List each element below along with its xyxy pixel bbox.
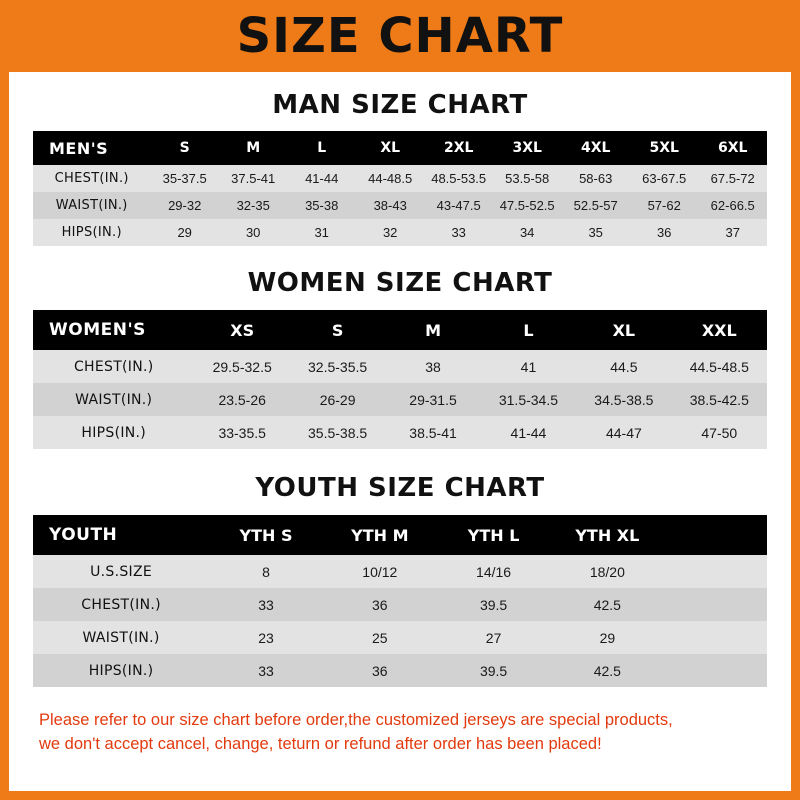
youth-row-label: U.S.SIZE [90,563,153,580]
content-area [9,90,791,757]
women-header-cell: M [425,320,441,340]
women-cell: 23.5-26 [218,391,266,408]
women-cell: 41-44 [510,424,547,441]
men-header-cell: 2XL [443,140,474,156]
women-cell: 38.5-41 [409,424,457,441]
men-cell: 35-37.5 [162,171,207,186]
men-table-body [33,165,767,246]
men-cell: 32 [382,225,398,240]
youth-header-cell: YTH XL [575,525,640,545]
table-row [33,165,767,192]
men-section-title: MAN SIZE CHART [272,90,528,120]
men-cell: 33 [451,225,466,240]
footer-note-line-1: Please refer to our size chart before order,the customized jerseys are special products, [39,711,673,729]
men-section [33,90,767,246]
page-title: SIZE CHART [236,8,564,64]
men-header-cell: M [246,140,261,156]
women-cell: 41 [520,358,537,375]
men-cell: 48.5-53.5 [431,171,487,186]
women-header-cell: L [523,320,534,340]
women-cell: 29.5-32.5 [212,358,272,375]
women-section-title: WOMEN SIZE CHART [247,268,553,298]
women-row-label: CHEST(IN.) [73,358,154,375]
youth-cell: 29 [599,629,616,646]
youth-cell: 14/16 [476,563,512,580]
men-cell: 34 [519,225,535,240]
youth-row-label: CHEST(IN.) [81,596,161,613]
youth-cell: 39.5 [479,662,508,679]
header-band [9,0,791,72]
women-header-cell: XXL [701,320,737,340]
women-cell: 47-50 [701,424,738,441]
youth-cell: 33 [258,662,274,679]
women-cell: 44.5-48.5 [689,358,749,375]
youth-size-table [33,515,767,687]
youth-header-spacer [664,515,767,555]
men-size-table [33,131,767,246]
men-header-cell: XL [380,140,401,156]
men-row-label: WAIST(IN.) [55,198,128,213]
youth-cell: 36 [372,662,388,679]
women-row-label: WAIST(IN.) [75,391,153,408]
women-cell: 33-35.5 [218,424,266,441]
men-cell: 35-38 [305,198,339,213]
youth-cell: 39.5 [479,596,508,613]
table-row [33,192,767,219]
women-size-table [33,310,767,449]
youth-section [33,473,767,687]
youth-cell: 27 [485,629,502,646]
youth-cell: 10/12 [362,563,398,580]
table-row [33,350,767,383]
men-header-cell: 6XL [717,140,748,156]
youth-cell: 33 [258,596,274,613]
men-cell: 29-32 [168,198,202,213]
women-cell: 44.5 [610,358,638,375]
youth-cell: 42.5 [593,596,621,613]
men-cell: 52.5-57 [573,198,618,213]
table-row [33,621,767,654]
women-cell: 38 [425,358,441,375]
men-header-cell: 3XL [512,140,542,156]
youth-cell-spacer [664,588,767,621]
men-cell: 57-62 [647,198,681,213]
table-row [33,588,767,621]
youth-section-title: YOUTH SIZE CHART [255,473,545,503]
footer-note [39,709,761,757]
men-header-cell: 5XL [649,140,679,156]
men-cell: 35 [588,225,603,240]
women-cell: 38.5-42.5 [689,391,749,408]
youth-cell: 42.5 [593,662,621,679]
youth-header-row [33,515,767,555]
youth-table-body [33,555,767,687]
youth-header-cell: YOUTH [49,525,118,545]
youth-header-cell: YTH S [239,525,293,545]
women-header-cell: S [331,320,344,340]
women-header-cell: WOMEN'S [49,320,146,340]
men-cell: 29 [177,225,192,240]
youth-cell: 18/20 [589,563,625,580]
men-cell: 32-35 [236,198,270,213]
men-cell: 47.5-52.5 [499,198,555,213]
youth-cell-spacer [664,654,767,687]
women-table-body [33,350,767,449]
women-section [33,268,767,449]
footer-note-line-2: we don't accept cancel, change, teturn or refund after order has been placed! [39,734,602,753]
men-cell: 31 [314,225,329,240]
men-cell: 53.5-58 [505,171,550,186]
women-cell: 32.5-35.5 [308,358,368,375]
table-row [33,383,767,416]
youth-row-label: HIPS(IN.) [88,662,154,679]
men-header-cell: MEN'S [49,138,109,158]
men-cell: 30 [245,225,261,240]
youth-cell: 23 [258,629,274,646]
men-cell: 67.5-72 [710,171,755,186]
table-row [33,555,767,588]
men-row-label: HIPS(IN.) [61,225,122,240]
men-cell: 37 [725,225,740,240]
youth-cell: 36 [372,596,388,613]
men-cell: 44-48.5 [368,171,413,186]
women-cell: 44-47 [605,424,642,441]
youth-header-cell: YTH L [467,525,520,545]
youth-cell: 25 [372,629,388,646]
men-header-cell: 4XL [580,140,611,156]
youth-table-head [33,515,767,555]
youth-cell-spacer [664,555,767,588]
men-cell: 41-44 [305,171,339,186]
youth-row-label: WAIST(IN.) [82,629,160,646]
youth-header-cell: YTH M [351,525,409,545]
youth-cell: 8 [262,563,270,580]
table-row [33,654,767,687]
men-cell: 36 [656,225,672,240]
men-header-cell: S [179,140,190,156]
women-header-cell: XL [612,320,636,340]
men-cell: 62-66.5 [710,198,755,213]
men-header-row [33,131,767,165]
men-cell: 58-63 [579,171,613,186]
women-header-cell: XS [230,320,255,340]
youth-cell-spacer [664,621,767,654]
women-cell: 34.5-38.5 [594,391,654,408]
men-row-label: CHEST(IN.) [54,171,129,186]
men-cell: 37.5-41 [231,171,276,186]
men-table-head [33,131,767,165]
women-row-label: HIPS(IN.) [81,424,147,441]
women-cell: 35.5-38.5 [308,424,368,441]
women-cell: 29-31.5 [409,391,457,408]
women-table-head [33,310,767,350]
women-cell: 26-29 [319,391,356,408]
table-row [33,416,767,449]
men-cell: 63-67.5 [642,171,687,186]
men-header-cell: L [317,140,327,156]
table-row [33,219,767,246]
men-cell: 43-47.5 [436,198,481,213]
men-cell: 38-43 [373,198,407,213]
women-header-row [33,310,767,350]
women-cell: 31.5-34.5 [498,391,559,408]
